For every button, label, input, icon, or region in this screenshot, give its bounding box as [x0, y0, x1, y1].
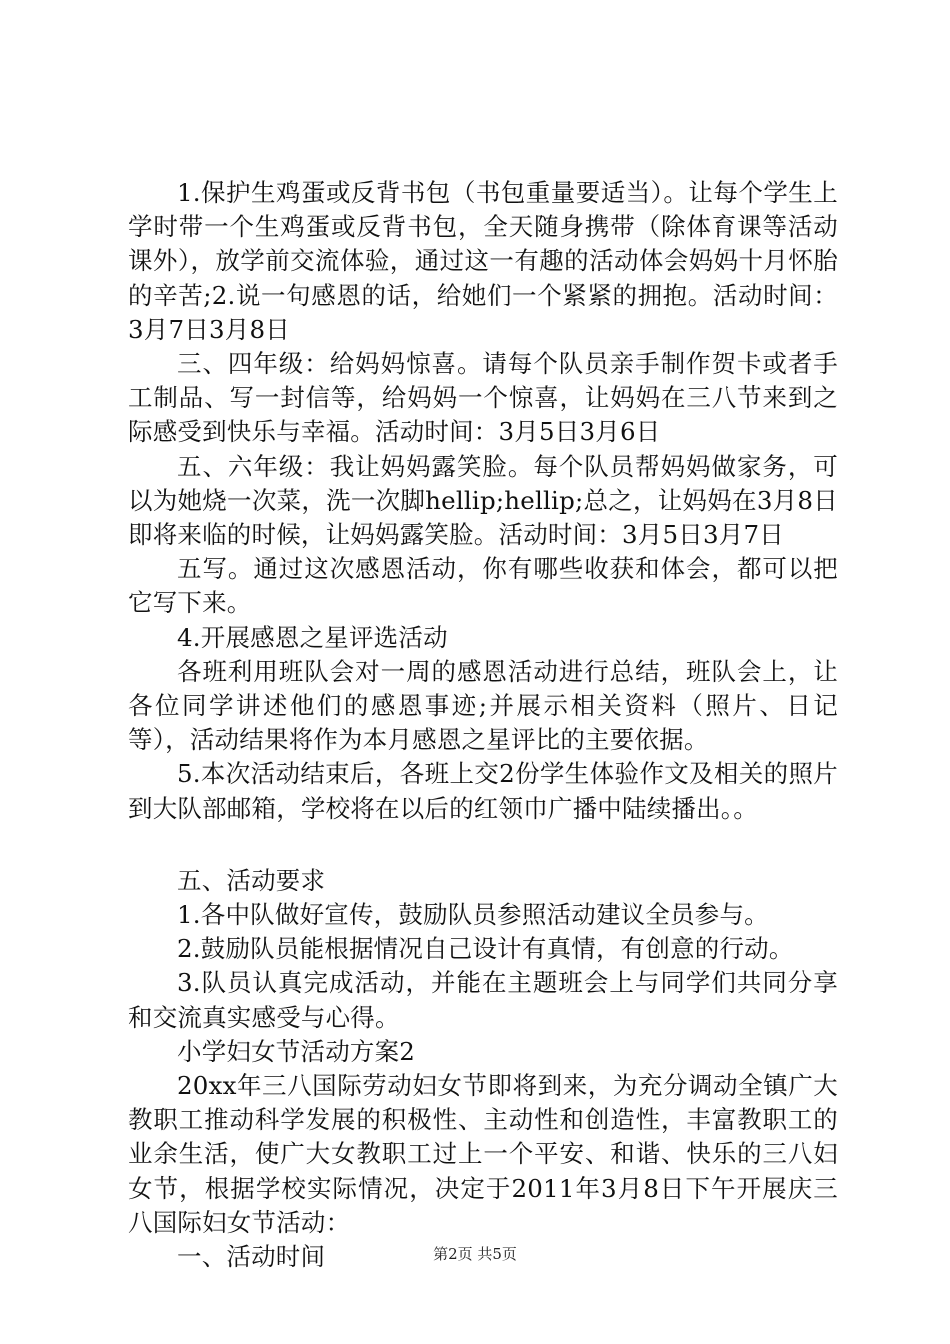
paragraph-grade-5-6: 五、六年级：我让妈妈露笑脸。每个队员帮妈妈做家务，可以为她烧一次菜，洗一次脚hellip;hellip;总之，让妈妈在3月8日即将来临的时候，让妈妈露笑脸。活动时间：3月5日3月7日 [128, 451, 838, 550]
section-heading-requirements: 五、活动要求 [177, 865, 326, 895]
requirement-item: 2.鼓励队员能根据情况自己设计有真情，有创意的行动。 [177, 934, 794, 964]
paragraph-star-selection: 各班利用班队会对一周的感恩活动进行总结，班队会上，让各位同学讲述他们的感恩事迹;并展示相关资料（照片、日记等），活动结果将作为本月感恩之星评比的主要依据。 [128, 656, 838, 755]
requirement-item: 3.队员认真完成活动，并能在主题班会上与同学们共同分享和交流真实感受与心得。 [128, 968, 838, 1032]
paragraph-grade-3-4: 三、四年级：给妈妈惊喜。请每个队员亲手制作贺卡或者手工制品、写一封信等，给妈妈一个惊喜，让妈妈在三八节来到之际感受到快乐与幸福。活动时间：3月5日3月6日 [128, 349, 838, 447]
document-body [128, 176, 838, 1274]
section-heading-time: 一、活动时间 [177, 1242, 326, 1272]
requirement-item: 1.各中队做好宣传，鼓励队员参照活动建议全员参与。 [177, 900, 769, 930]
paragraph-egg-activity: 1.保护生鸡蛋或反背书包（书包重量要适当）。让每个学生上学时带一个生鸡蛋或反背书包，全天随身携带（除体育课等活动课外），放学前交流体验，通过这一有趣的活动体会妈妈十月怀胎的辛苦;2.说一句感恩的话，给她们一个紧紧的拥抱。活动时间：3月7日3月8日 [128, 178, 838, 344]
page-number-footer: 第2页 共5页 [433, 1245, 517, 1263]
paragraph-submission: 5.本次活动结束后，各班上交2份学生体验作文及相关的照片到大队部邮箱，学校将在以后的红领巾广播中陆续播出。。 [128, 759, 838, 823]
paragraph-star-selection-heading: 4.开展感恩之星评选活动 [177, 622, 448, 652]
paragraph-writing: 五写。通过这次感恩活动，你有哪些收获和体会，都可以把它写下来。 [128, 554, 838, 618]
plan-title: 小学妇女节活动方案2 [177, 1036, 416, 1066]
paragraph-gap [128, 826, 838, 864]
plan-intro-paragraph: 20xx年三八国际劳动妇女节即将到来，为充分调动全镇广大教职工推动科学发展的积极性、主动性和创造性，丰富教职工的业余生活，使广大女教职工过上一个平安、和谐、快乐的三八妇女节，根据学校实际情况，决定于2011年3月8日下午开展庆三八国际妇女节活动： [128, 1071, 838, 1237]
